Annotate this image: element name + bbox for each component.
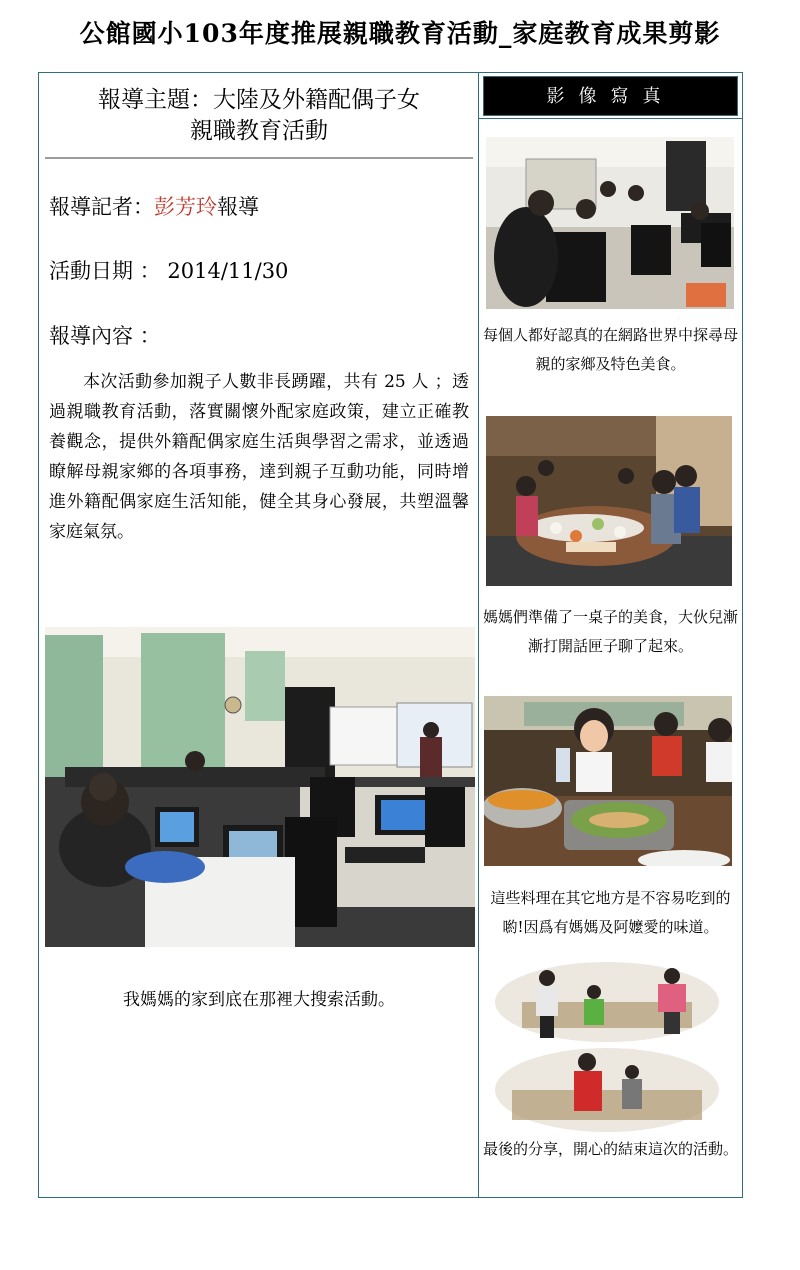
reporter-suffix: 報導 [217,195,259,219]
gallery-caption-2: 媽媽們準備了一桌子的美食，大伙兒漸漸打開話匣子聊了起來。 [482,608,738,655]
gallery-divider [479,118,742,119]
gallery-photo-4 [492,962,722,1134]
content-label: 報導內容 ： [49,324,161,348]
gallery-photo-1 [486,137,734,309]
reporter-name: 彭芳玲 [154,195,217,219]
main-photo-caption: 我媽媽的家到底在那裡大搜索活動。 [123,990,395,1010]
gallery-photo-2 [486,416,732,586]
topic-divider [45,157,473,159]
content-text: 本次活動參加親子人數非長踴躍，共有 25 人 ；透過親職教育活動，落實關懷外配家庭政策，建立正確教養觀念，提供外籍配偶家庭生活與學習之需求，並透過瞭解母親家鄉的各項事務，達到親子互動功能，同時增進外籍配偶家庭生活知能，健全其身心發展，共塑溫馨家庭氣氛。 [49,372,469,542]
article-column [39,73,479,1197]
gallery-column [479,73,742,1197]
gallery-caption-1: 每個人都好認真的在網路世界中探尋母親的家鄉及特色美食。 [482,326,738,373]
date-value: 2014/11/30 [167,259,289,283]
date-line [49,255,288,285]
gallery-header: 影像寫真 [483,76,738,116]
reporter-line [49,191,259,221]
topic-label: 報導主題： [98,87,213,113]
date-label: 活動日期 ： [49,259,161,283]
report-topic [39,85,479,147]
gallery-caption-4: 最後的分享，開心的結束這次的活動。 [482,1140,738,1158]
gallery-photo-3 [484,696,732,866]
page-title: 公館國小103年度推展親職教育活動_家庭教育成果剪影 [79,19,721,48]
topic-line-1: 大陸及外籍配偶子女 [213,87,420,113]
topic-line-2: 親職教育活動 [190,118,328,144]
reporter-label: 報導記者： [49,195,154,219]
report-frame [38,72,743,1198]
gallery-caption-3: 這些料理在其它地方是不容易吃到的喲!因爲有媽媽及阿嬤愛的味道。 [490,889,731,936]
main-photo [45,627,475,947]
